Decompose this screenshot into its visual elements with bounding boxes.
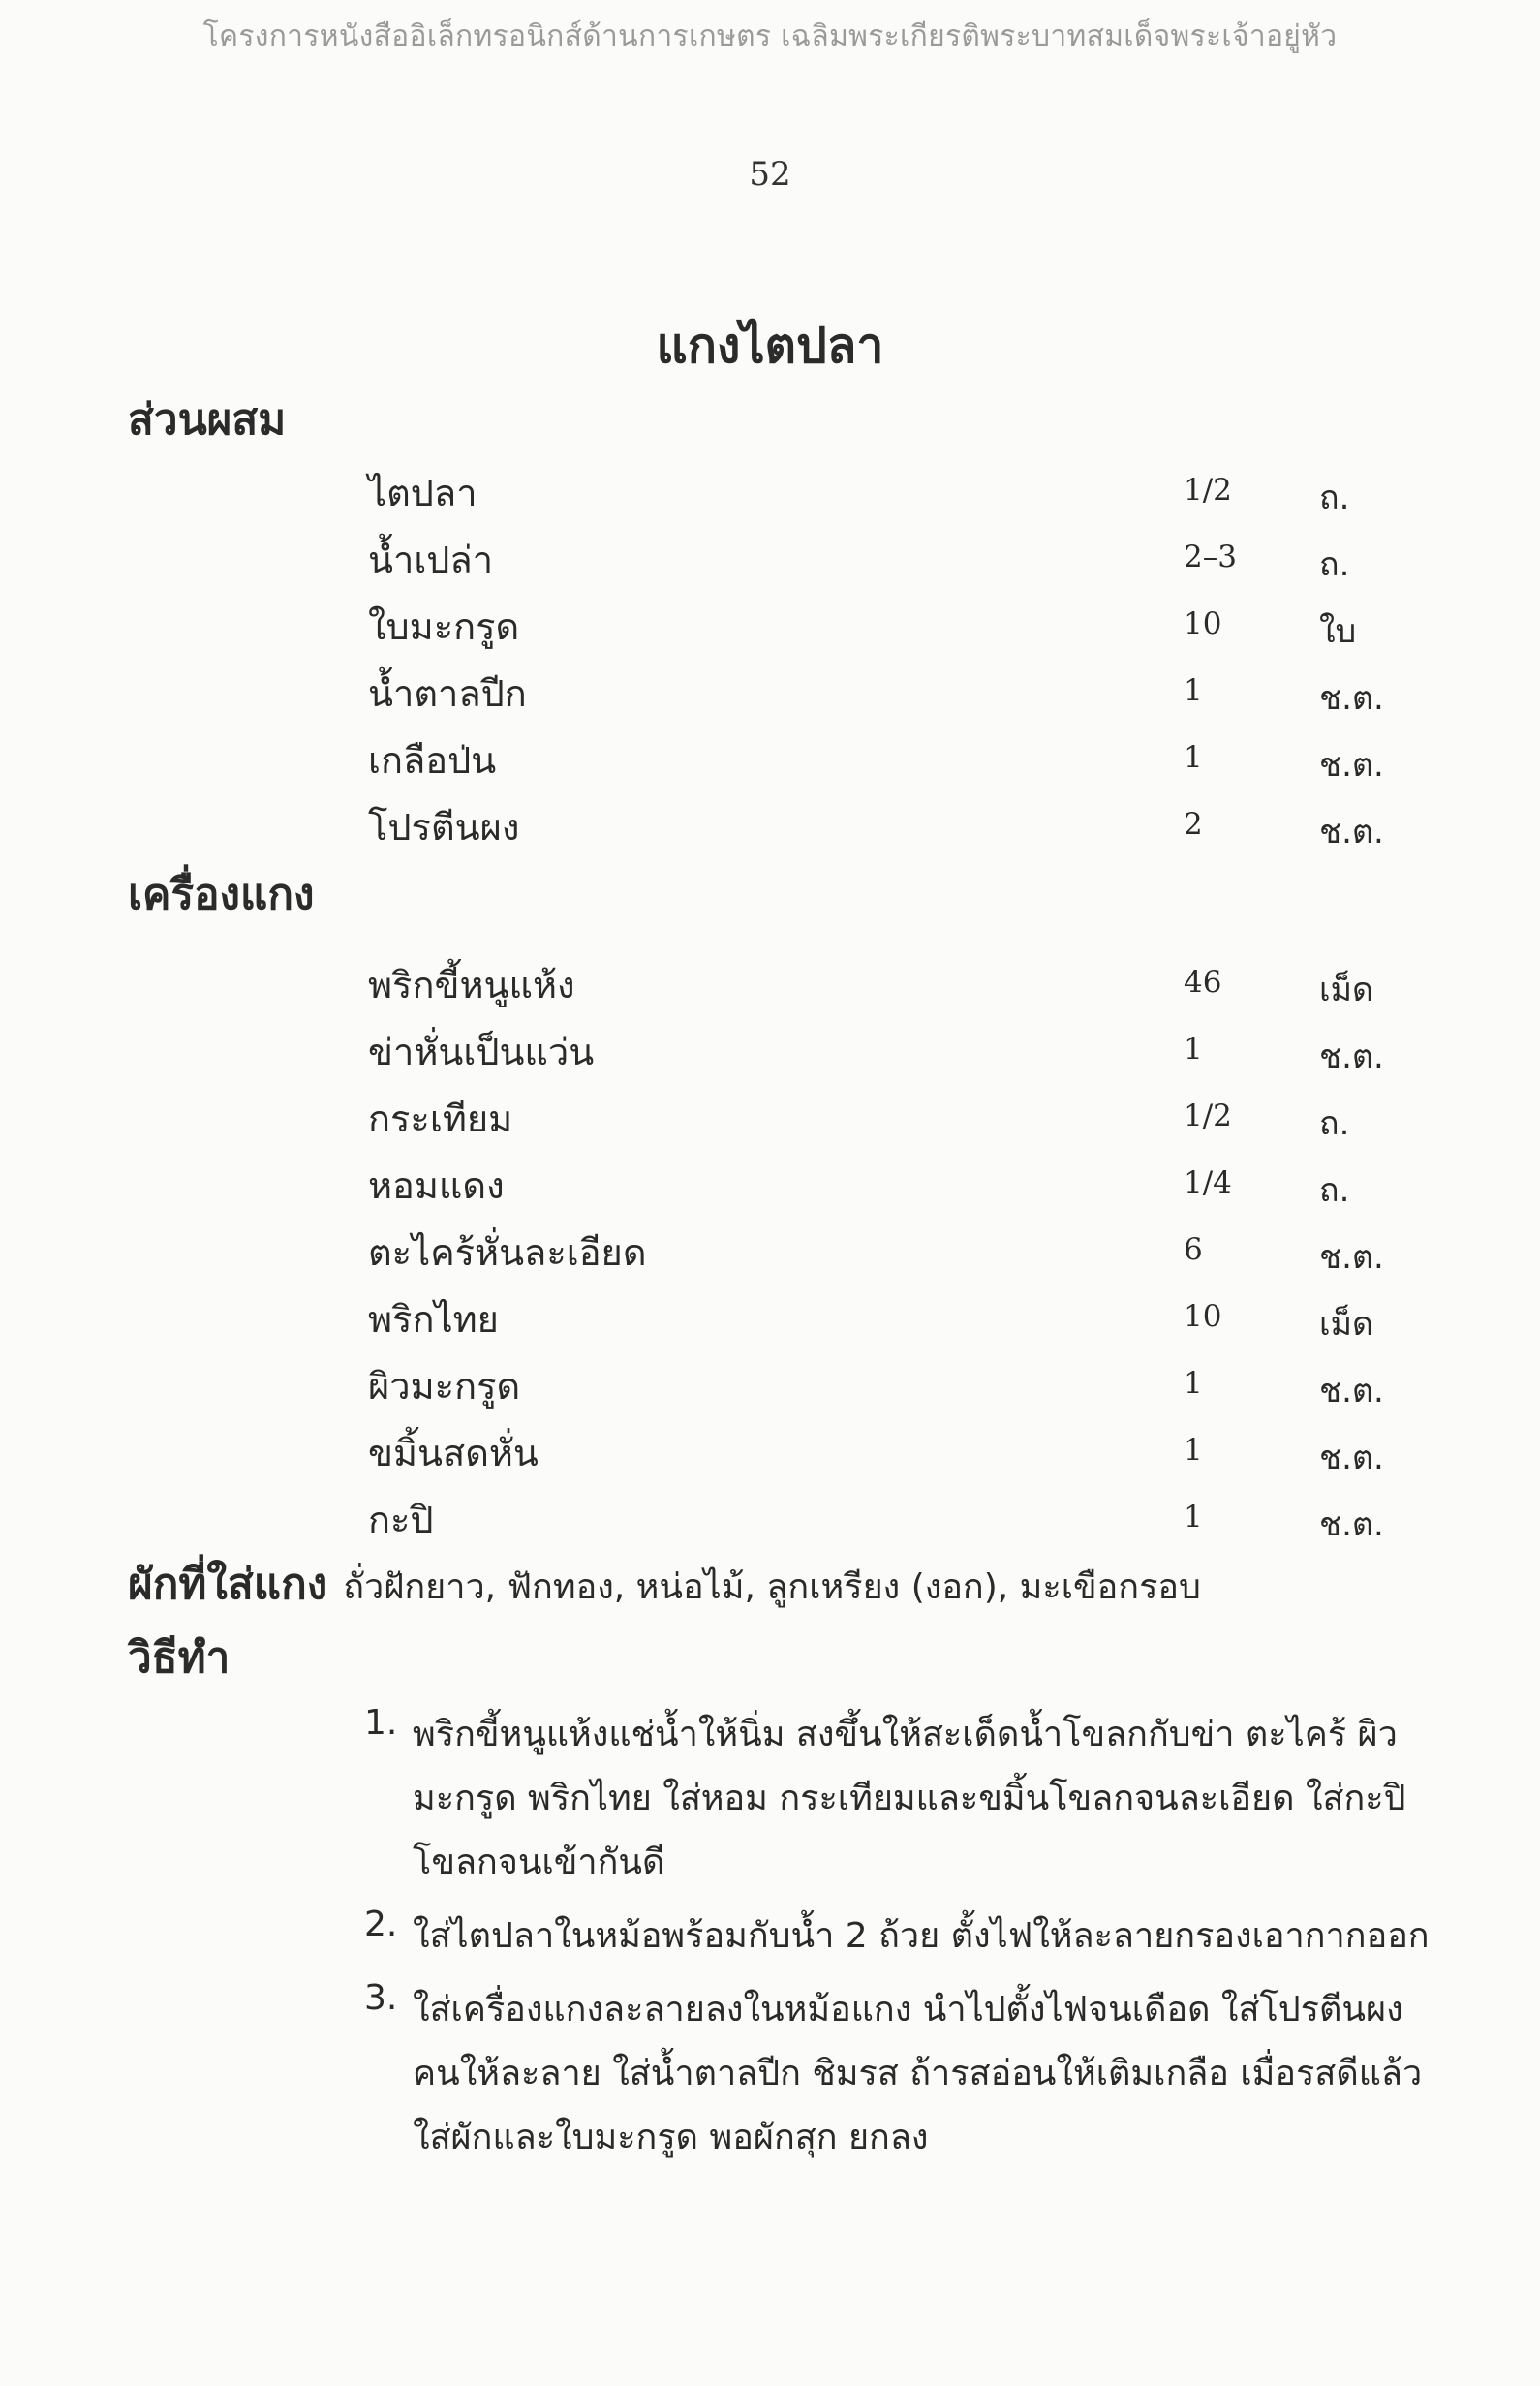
ingredient-unit: ช.ต. <box>1319 1372 1384 1410</box>
curry-paste-list <box>0 955 1540 1557</box>
ingredient-quantity: 1/2 <box>1184 1099 1232 1133</box>
ingredient-name: กะปิ <box>368 1499 434 1541</box>
ingredient-name: พริกขี้หนูแห้ง <box>368 964 575 1007</box>
ingredient-name: น้ำตาลปีก <box>368 672 527 715</box>
ingredient-row <box>0 1156 1540 1223</box>
method-steps <box>364 1703 1430 2180</box>
ingredient-name: พริกไทย <box>368 1298 499 1341</box>
ingredient-unit: ช.ต. <box>1319 1038 1384 1076</box>
step-text: พริกขี้หนูแห้งแช่น้ำให้นิ่ม สงขึ้นให้สะเด็ดน้ำโขลกกับข่า ตะไคร้ ผิวมะกรูด พริกไทย ใส่หอม กระเทียมและขมิ้นโขลกจนละเอียด ใส่กะปิ โขลกจนเข้ากันดี <box>413 1715 1406 1882</box>
ingredient-unit: ใบ <box>1319 612 1357 651</box>
ingredient-quantity: 1/2 <box>1184 473 1232 508</box>
ingredient-unit: ช.ต. <box>1319 746 1384 785</box>
ingredient-row <box>0 1223 1540 1289</box>
ingredient-unit: ถ. <box>1319 1104 1350 1143</box>
step-text: ใส่เครื่องแกงละลายลงในหม้อแกง นำไปตั้งไฟจนเดือด ใส่โปรตีนผง คนให้ละลาย ใส่น้ำตาลปีก ชิมรส ถ้ารสอ่อนให้เติมเกลือ เมื่อรสดีแล้วใส่ผักและใบมะกรูด พอผักสุก ยกลง <box>413 1990 1423 2157</box>
ingredient-name: ตะไคร้หั่นละเอียด <box>368 1231 647 1274</box>
ingredient-unit: เม็ด <box>1319 971 1374 1009</box>
ingredient-name: กระเทียม <box>368 1098 513 1140</box>
ingredient-row <box>0 1423 1540 1490</box>
ingredient-name: ใบมะกรูด <box>368 605 520 648</box>
ingredient-quantity: 2–3 <box>1184 540 1237 574</box>
ingredient-name: น้ำเปล่า <box>368 539 494 581</box>
step-text: ใส่ไตปลาในหม้อพร้อมกับน้ำ 2 ถ้วย ตั้งไฟให้ละลายกรองเอากากออก <box>413 1916 1430 1956</box>
ingredient-quantity: 1 <box>1184 673 1203 708</box>
ingredient-quantity: 10 <box>1184 1299 1222 1334</box>
ingredient-row <box>0 797 1540 864</box>
ingredient-quantity: 1 <box>1184 1366 1203 1401</box>
method-step <box>364 1703 1430 1895</box>
ingredient-name: เกลือป่น <box>368 739 497 782</box>
ingredient-unit: ช.ต. <box>1319 813 1384 852</box>
vegetables-line <box>128 1550 1201 1618</box>
ingredient-name: หอมแดง <box>368 1164 505 1207</box>
ingredient-name: ไตปลา <box>368 472 477 514</box>
ingredient-unit: ช.ต. <box>1319 1439 1384 1477</box>
ingredient-name: ขมิ้นสดหั่น <box>368 1432 539 1474</box>
method-heading: วิธีทำ <box>128 1633 231 1683</box>
ingredient-quantity: 1 <box>1184 1032 1203 1067</box>
step-number: 2. <box>364 1905 398 1944</box>
ingredient-quantity: 10 <box>1184 606 1222 641</box>
ingredient-name: ข่าหั่นเป็นแว่น <box>368 1031 595 1073</box>
ingredient-row <box>0 664 1540 730</box>
ingredients-heading: ส่วนผสม <box>128 395 287 445</box>
curry-paste-heading: เครื่องแกง <box>128 870 315 919</box>
method-step <box>364 1905 1430 1968</box>
ingredient-row <box>0 1022 1540 1089</box>
ingredient-row <box>0 1356 1540 1423</box>
ingredient-row <box>0 530 1540 597</box>
ingredient-unit: เม็ด <box>1319 1305 1374 1344</box>
ingredient-name: ผิวมะกรูด <box>368 1365 521 1408</box>
ingredient-row <box>0 730 1540 797</box>
ingredient-quantity: 1 <box>1184 740 1203 775</box>
page-header: โครงการหนังสืออิเล็กทรอนิกส์ด้านการเกษตร เฉลิมพระเกียรติพระบาทสมเด็จพระเจ้าอยู่หัว <box>202 19 1338 53</box>
page-number: 52 <box>749 155 791 194</box>
ingredient-row <box>0 597 1540 664</box>
ingredient-quantity: 1 <box>1184 1500 1203 1534</box>
ingredient-unit: ถ. <box>1319 479 1350 517</box>
ingredient-row <box>0 1089 1540 1156</box>
step-number: 3. <box>364 1978 398 2018</box>
ingredient-unit: ช.ต. <box>1319 1505 1384 1544</box>
ingredient-quantity: 46 <box>1184 965 1222 1000</box>
ingredient-row <box>0 1490 1540 1557</box>
ingredient-quantity: 1/4 <box>1184 1165 1232 1200</box>
ingredient-quantity: 2 <box>1184 807 1203 842</box>
ingredient-row <box>0 1289 1540 1356</box>
ingredient-unit: ถ. <box>1319 1171 1350 1210</box>
vegetables-heading: ผักที่ใส่แกง <box>128 1560 328 1609</box>
step-number: 1. <box>364 1703 398 1743</box>
ingredient-row <box>0 463 1540 530</box>
method-step <box>364 1978 1430 2170</box>
ingredients-list <box>0 463 1540 864</box>
ingredient-quantity: 1 <box>1184 1433 1203 1468</box>
ingredient-row <box>0 955 1540 1022</box>
ingredient-unit: ช.ต. <box>1319 679 1384 718</box>
ingredient-unit: ช.ต. <box>1319 1238 1384 1277</box>
recipe-title: แกงไตปลา <box>656 318 884 374</box>
vegetables-text: ถั่วฝักยาว, ฟักทอง, หน่อไม้, ลูกเหรียง (งอก), มะเขือกรอบ <box>343 1567 1201 1607</box>
ingredient-unit: ถ. <box>1319 545 1350 584</box>
ingredient-name: โปรตีนผง <box>368 806 520 849</box>
ingredient-quantity: 6 <box>1184 1232 1203 1267</box>
